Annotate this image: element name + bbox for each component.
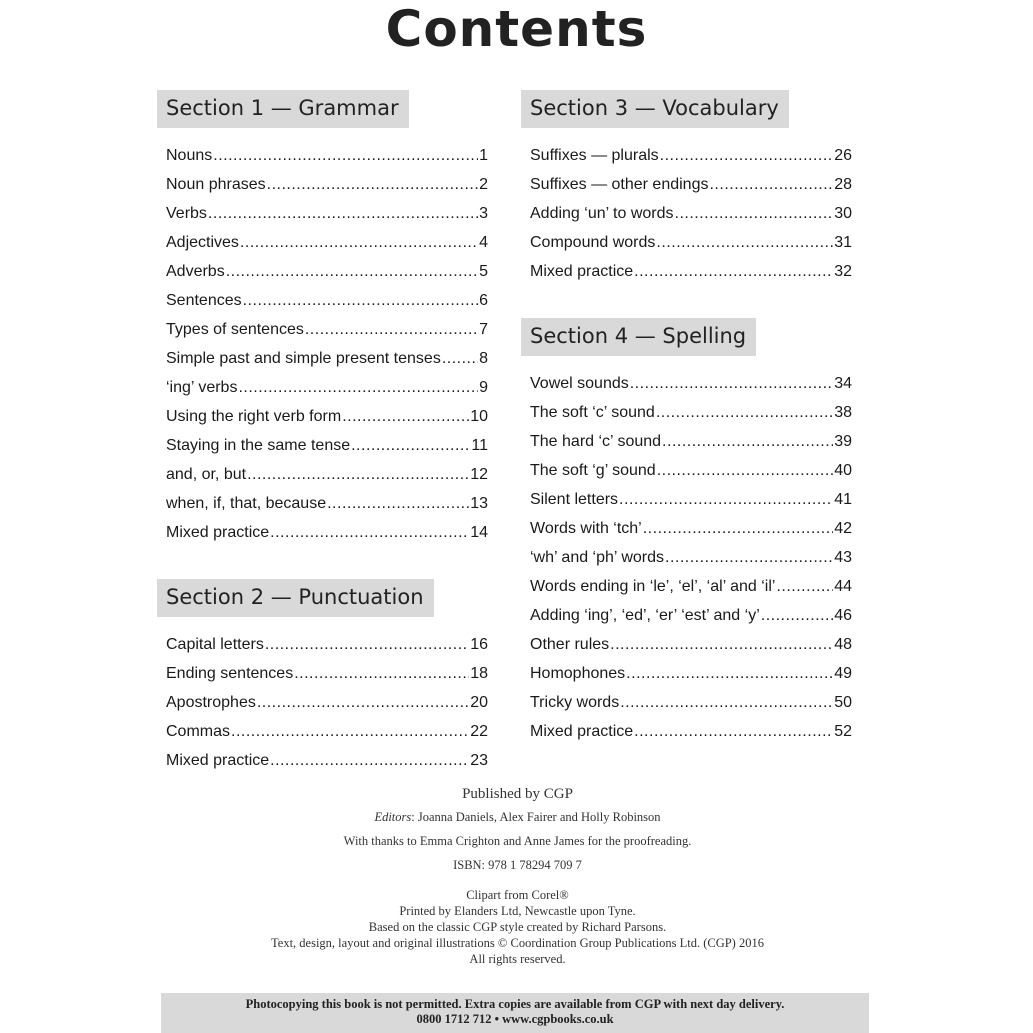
toc-entry-page: 28	[834, 176, 852, 193]
toc-entry-page: 12	[470, 466, 488, 483]
toc-entry-label: Vowel sounds	[530, 375, 629, 392]
toc-entry	[157, 460, 488, 489]
toc-entry-label: The hard ‘c’ sound	[530, 433, 662, 450]
toc-entry-label: Suffixes — other endings	[530, 176, 709, 193]
toc-entry-label: ‘wh’ and ‘ph’ words	[530, 549, 664, 566]
dot-leader	[709, 170, 833, 199]
toc-entry-label: Words with ‘tch’	[530, 520, 642, 537]
toc-entry	[521, 398, 852, 427]
dot-leader	[657, 456, 834, 485]
toc-entry	[521, 601, 852, 630]
dot-leader	[442, 344, 478, 373]
toc-entry-page: 20	[470, 694, 488, 711]
isbn-line: ISBN: 978 1 78294 709 7	[453, 858, 582, 872]
dot-leader	[619, 485, 833, 514]
toc-entry	[521, 141, 852, 170]
toc-entry-label: Noun phrases	[166, 176, 266, 193]
toc-entry-page: 1	[479, 147, 488, 164]
toc-entry-label: Adverbs	[166, 263, 225, 280]
toc-entry	[157, 659, 488, 688]
dot-leader	[626, 659, 833, 688]
toc-entry-label: The soft ‘g’ sound	[530, 462, 656, 479]
toc-entry-page: 50	[834, 694, 852, 711]
dot-leader	[305, 315, 478, 344]
toc-entry-label: Adding ‘un’ to words	[530, 205, 674, 222]
toc-entry-page: 31	[834, 234, 852, 251]
toc-entry-page: 39	[834, 433, 852, 450]
toc-entry-label: Apostrophes	[166, 694, 256, 711]
dot-leader	[240, 228, 478, 257]
dot-leader	[226, 257, 478, 286]
dot-leader	[213, 141, 478, 170]
toc-entry	[157, 344, 488, 373]
toc-entry	[157, 257, 488, 286]
toc-entry	[521, 427, 852, 456]
section-grammar	[157, 90, 488, 547]
toc-entry-label: Simple past and simple present tenses	[166, 350, 441, 367]
toc-entry	[521, 514, 852, 543]
toc-entry-label: Nouns	[166, 147, 213, 164]
toc-entry-label: Verbs	[166, 205, 207, 222]
toc-entry-label: Mixed practice	[166, 524, 270, 541]
toc-entry-page: 49	[834, 665, 852, 682]
toc-entry-page: 16	[470, 636, 488, 653]
copyright-line: Text, design, layout and original illustrations © Coordination Group Publications Ltd. (CGP) 2016	[271, 936, 764, 950]
toc-entry	[157, 170, 488, 199]
dot-leader	[675, 199, 834, 228]
thanks-line: With thanks to Emma Crighton and Anne James for the proofreading.	[343, 834, 692, 848]
publisher-line: Published by CGP	[462, 786, 573, 802]
toc-entry-label: Homophones	[530, 665, 626, 682]
toc-entry	[521, 717, 852, 746]
toc-entry-label: The soft ‘c’ sound	[530, 404, 655, 421]
toc-entry	[157, 489, 488, 518]
toc-entry-page: 23	[470, 752, 488, 769]
dot-leader	[247, 460, 469, 489]
toc-entry	[521, 369, 852, 398]
dot-leader	[351, 431, 470, 460]
dot-leader	[656, 398, 833, 427]
section-spelling	[521, 318, 852, 746]
toc-entry-label: Types of sentences	[166, 321, 304, 338]
page-title: Contents	[385, 0, 648, 58]
dot-leader	[243, 286, 478, 315]
dot-leader	[257, 688, 469, 717]
toc-entry	[157, 431, 488, 460]
dot-leader	[342, 402, 469, 431]
toc-entry	[521, 456, 852, 485]
dot-leader	[265, 630, 469, 659]
toc-entry-page: 14	[470, 524, 488, 541]
photocopy-notice-bar	[161, 993, 869, 1033]
toc-entry-label: Tricky words	[530, 694, 620, 711]
toc-entry-page: 7	[479, 321, 488, 338]
toc-entry	[521, 572, 852, 601]
toc-entry-label: Compound words	[530, 234, 656, 251]
toc-entry-label: Adjectives	[166, 234, 239, 251]
toc-entry-page: 6	[479, 292, 488, 309]
toc-entry-page: 30	[834, 205, 852, 222]
dot-leader	[634, 257, 833, 286]
toc-entry-page: 42	[834, 520, 852, 537]
toc-entry-page: 2	[479, 176, 488, 193]
toc-entry-label: Silent letters	[530, 491, 619, 508]
dot-leader	[662, 427, 833, 456]
toc-entry	[521, 543, 852, 572]
toc-entry-label: ‘ing’ verbs	[166, 379, 238, 396]
entries-list	[521, 141, 852, 286]
toc-entry	[157, 402, 488, 431]
toc-entry-label: Mixed practice	[530, 723, 634, 740]
editors-names: : Joanna Daniels, Alex Fairer and Holly Robinson	[411, 810, 661, 824]
toc-entry-label: Mixed practice	[166, 752, 270, 769]
toc-entry-page: 46	[834, 607, 852, 624]
publication-credits	[160, 786, 875, 967]
dot-leader	[643, 514, 833, 543]
toc-entry-page: 43	[834, 549, 852, 566]
toc-entry-page: 32	[834, 263, 852, 280]
toc-entry	[521, 170, 852, 199]
dot-leader	[327, 489, 469, 518]
toc-entry	[521, 688, 852, 717]
toc-entry	[157, 518, 488, 547]
toc-entry-label: Staying in the same tense	[166, 437, 351, 454]
toc-entry	[157, 373, 488, 402]
toc-entry-label: Ending sentences	[166, 665, 294, 682]
toc-entry	[157, 688, 488, 717]
toc-entry-page: 18	[470, 665, 488, 682]
editors-line	[160, 809, 875, 825]
toc-entry	[521, 485, 852, 514]
dot-leader	[208, 199, 478, 228]
dot-leader	[660, 141, 834, 170]
dot-leader	[231, 717, 469, 746]
dot-leader	[630, 369, 833, 398]
rights-line: All rights reserved.	[469, 952, 566, 966]
toc-entry-label: Using the right verb form	[166, 408, 342, 425]
toc-entry-label: when, if, that, because	[166, 495, 327, 512]
toc-entry-label: Commas	[166, 723, 231, 740]
toc-entry-page: 8	[479, 350, 488, 367]
toc-entry	[157, 315, 488, 344]
toc-entry-page: 10	[470, 408, 488, 425]
toc-entry	[521, 630, 852, 659]
dot-leader	[270, 746, 469, 775]
section-vocabulary	[521, 90, 852, 286]
dot-leader	[761, 601, 833, 630]
toc-entry-page: 34	[834, 375, 852, 392]
toc-entry	[521, 228, 852, 257]
left-column	[157, 90, 488, 775]
toc-entry	[157, 199, 488, 228]
dot-leader	[294, 659, 469, 688]
toc-entry	[157, 141, 488, 170]
contact-line: 0800 1712 712 • www.cgpbooks.co.uk	[416, 1012, 614, 1026]
clipart-line: Clipart from Corel®	[466, 888, 569, 902]
toc-entry-label: Suffixes — plurals	[530, 147, 659, 164]
toc-entry-page: 44	[834, 578, 852, 595]
toc-entry-page: 40	[834, 462, 852, 479]
toc-entry-page: 22	[470, 723, 488, 740]
dot-leader	[238, 373, 478, 402]
dot-leader	[656, 228, 833, 257]
section-heading: Section 3 — Vocabulary	[521, 90, 789, 128]
toc-entry-label: Other rules	[530, 636, 610, 653]
section-punctuation	[157, 579, 488, 775]
dot-leader	[776, 572, 833, 601]
dot-leader	[634, 717, 833, 746]
entries-list	[157, 141, 488, 547]
toc-entry-page: 9	[479, 379, 488, 396]
toc-entry-page: 5	[479, 263, 488, 280]
photocopy-notice: Photocopying this book is not permitted. Extra copies are available from CGP with next day delivery.	[245, 997, 785, 1011]
dot-leader	[270, 518, 469, 547]
printer-line: Printed by Elanders Ltd, Newcastle upon Tyne.	[399, 904, 636, 918]
toc-entry-label: Mixed practice	[530, 263, 634, 280]
toc-entry	[157, 746, 488, 775]
toc-entry-label: Words ending in ‘le’, ‘el’, ‘al’ and ‘il’	[530, 578, 776, 595]
toc-entry-page: 38	[834, 404, 852, 421]
toc-entry	[521, 257, 852, 286]
toc-entry-label: and, or, but	[166, 466, 247, 483]
toc-entry-page: 41	[834, 491, 852, 508]
toc-entry-page: 4	[479, 234, 488, 251]
entries-list	[157, 630, 488, 775]
toc-entry	[157, 228, 488, 257]
right-column	[521, 90, 852, 746]
section-heading: Section 1 — Grammar	[157, 90, 409, 128]
toc-entry	[157, 630, 488, 659]
toc-entry-label: Capital letters	[166, 636, 264, 653]
toc-entry	[157, 286, 488, 315]
toc-entry	[521, 659, 852, 688]
style-line: Based on the classic CGP style created by Richard Parsons.	[368, 920, 667, 934]
toc-entry	[521, 199, 852, 228]
dot-leader	[610, 630, 833, 659]
toc-entry-page: 11	[471, 437, 488, 454]
toc-entry-page: 48	[834, 636, 852, 653]
toc-entry-label: Adding ‘ing’, ‘ed’, ‘er’ ‘est’ and ‘y’	[530, 607, 760, 624]
entries-list	[521, 369, 852, 746]
section-heading: Section 4 — Spelling	[521, 318, 756, 356]
toc-entry-page: 13	[470, 495, 488, 512]
toc-entry-page: 3	[479, 205, 488, 222]
dot-leader	[665, 543, 833, 572]
editors-label: Editors	[374, 810, 412, 824]
dot-leader	[267, 170, 478, 199]
toc-entry-label: Sentences	[166, 292, 242, 309]
toc-entry	[157, 717, 488, 746]
dot-leader	[620, 688, 833, 717]
section-heading: Section 2 — Punctuation	[157, 579, 434, 617]
toc-entry-page: 52	[834, 723, 852, 740]
toc-entry-page: 26	[834, 147, 852, 164]
